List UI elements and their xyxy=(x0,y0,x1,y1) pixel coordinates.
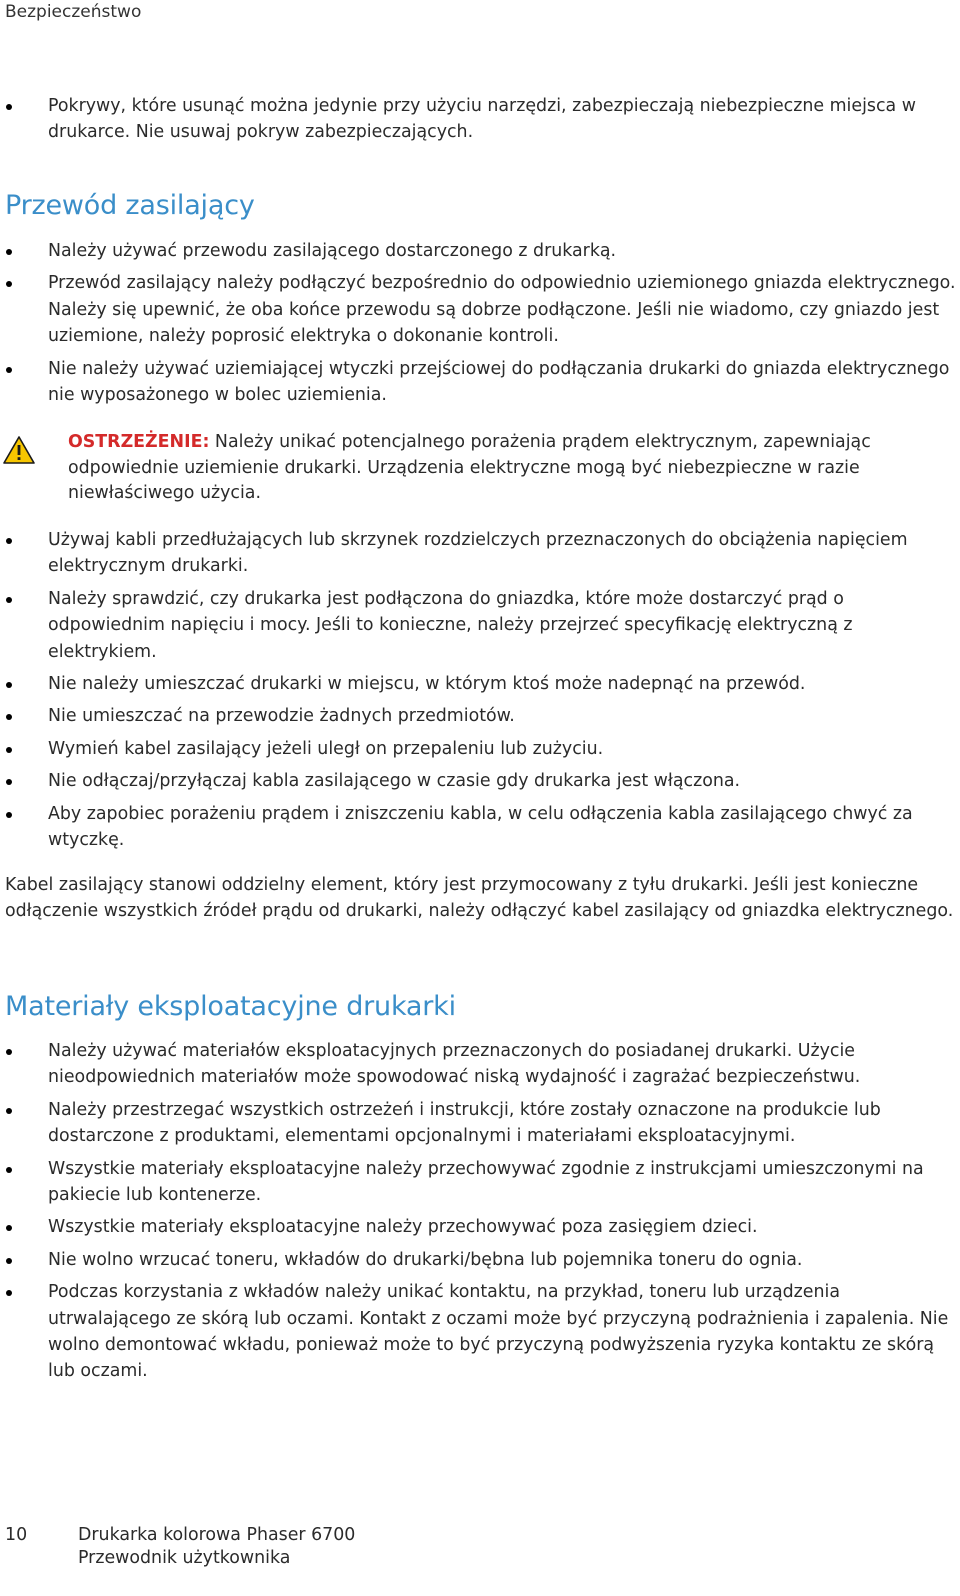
bullet-icon xyxy=(6,597,12,603)
bullet-icon xyxy=(6,682,12,688)
running-header: Bezpieczeństwo xyxy=(5,2,142,22)
bullet-icon xyxy=(6,281,12,287)
list-item: Nie umieszczać na przewodzie żadnych przedmiotów. xyxy=(0,703,958,729)
warning-triangle-icon xyxy=(2,435,36,465)
bullet-icon xyxy=(6,812,12,818)
list-item: Nie należy umieszczać drukarki w miejscu, w którym ktoś może nadepnąć na przewód. xyxy=(0,671,958,697)
intro-list xyxy=(0,93,958,152)
power-cord-list xyxy=(0,238,958,414)
list-item: Wszystkie materiały eksploatacyjne należy przechowywać poza zasięgiem dzieci. xyxy=(0,1214,958,1240)
power-cord-list-continued xyxy=(0,527,958,859)
bullet-icon xyxy=(6,367,12,373)
list-item: Używaj kabli przedłużających lub skrzynek rozdzielczych przeznaczonych do obciążenia napięciem elektrycznym drukarki. xyxy=(0,527,958,580)
supplies-list xyxy=(0,1038,958,1391)
bullet-icon xyxy=(6,1258,12,1264)
list-item: Nie odłączaj/przyłączaj kabla zasilającego w czasie gdy drukarka jest włączona. xyxy=(0,768,958,794)
warning-text: OSTRZEŻENIE: Należy unikać potencjalnego porażenia prądem elektrycznym, zapewniając odpowiednie uziemienie drukarki. Urządzenia elektryczne mogą być niebezpieczne w razie niewłaściwego użycia. xyxy=(68,432,871,504)
list-item: Należy sprawdzić, czy drukarka jest podłączona do gniazdka, które może dostarczyć prąd o odpowiednim napięciu i mocy. Jeśli to konieczne, należy przejrzeć specyfikację elektryczną z elektrykiem. xyxy=(0,586,958,665)
list-item: Podczas korzystania z wkładów należy unikać kontaktu, na przykład, toneru lub urządzenia utrwalającego ze skórą lub oczami. Kontakt z oczami może być przyczyną podrażnienia i zapalenia. Nie wolno demontować wkładu, ponieważ może to być przyczyną podwyższenia ryzyka kontaktu ze skórą lub oczami. xyxy=(0,1279,958,1385)
list-item: Należy przestrzegać wszystkich ostrzeżeń i instrukcji, które zostały oznaczone na produkcie lub dostarczone z produktami, elementami opcjonalnymi i materiałami eksploatacyjnymi. xyxy=(0,1097,958,1150)
bullet-icon xyxy=(6,779,12,785)
bullet-icon xyxy=(6,538,12,544)
footer-title: Drukarka kolorowa Phaser 6700 xyxy=(78,1525,356,1545)
footer-subtitle: Przewodnik użytkownika xyxy=(78,1548,291,1568)
list-item: Pokrywy, które usunąć można jedynie przy użyciu narzędzi, zabezpieczają niebezpieczne miejsca w drukarce. Nie usuwaj pokryw zabezpieczających. xyxy=(0,93,958,146)
warning-label: OSTRZEŻENIE: xyxy=(68,432,210,452)
bullet-icon xyxy=(6,1049,12,1055)
list-item: Należy używać przewodu zasilającego dostarczonego z drukarką. xyxy=(0,238,958,264)
bullet-icon xyxy=(6,1290,12,1296)
power-cord-paragraph: Kabel zasilający stanowi oddzielny element, który jest przymocowany z tyłu drukarki. Jeśli jest konieczne odłączenie wszystkich źródeł prądu od drukarki, należy odłączyć kabel zasilający od gniazdka elektrycznego. xyxy=(5,875,954,921)
list-item: Nie wolno wrzucać toneru, wkładów do drukarki/bębna lub pojemnika toneru do ognia. xyxy=(0,1247,958,1273)
list-item: Wszystkie materiały eksploatacyjne należy przechowywać zgodnie z instrukcjami umieszczonymi na pakiecie lub kontenerze. xyxy=(0,1156,958,1209)
bullet-icon xyxy=(6,1167,12,1173)
list-item: Należy używać materiałów eksploatacyjnych przeznaczonych do posiadanej drukarki. Użycie nieodpowiednich materiałów może spowodować niską wydajność i zagrażać bezpieczeństwu. xyxy=(0,1038,958,1091)
bullet-icon xyxy=(6,249,12,255)
bullet-icon xyxy=(6,747,12,753)
list-item: Wymień kabel zasilający jeżeli uległ on przepaleniu lub zużyciu. xyxy=(0,736,958,762)
section-heading-power-cord: Przewód zasilający xyxy=(5,190,255,221)
bullet-icon xyxy=(6,1108,12,1114)
bullet-icon xyxy=(6,104,12,110)
bullet-icon xyxy=(6,1225,12,1231)
section-heading-supplies: Materiały eksploatacyjne drukarki xyxy=(5,991,456,1022)
bullet-icon xyxy=(6,714,12,720)
page-number: 10 xyxy=(5,1525,28,1545)
list-item: Nie należy używać uziemiającej wtyczki przejściowej do podłączania drukarki do gniazda elektrycznego nie wyposażonego w bolec uziemienia. xyxy=(0,356,958,409)
list-item: Przewód zasilający należy podłączyć bezpośrednio do odpowiednio uziemionego gniazda elektrycznego. Należy się upewnić, że oba końce przewodu są dobrze podłączone. Jeśli nie wiadomo, czy gniazdo jest uziemione, należy poprosić elektryka o dokonanie kontroli. xyxy=(0,270,958,349)
list-item: Aby zapobiec porażeniu prądem i zniszczeniu kabla, w celu odłączenia kabla zasilającego chwyć za wtyczkę. xyxy=(0,801,958,854)
